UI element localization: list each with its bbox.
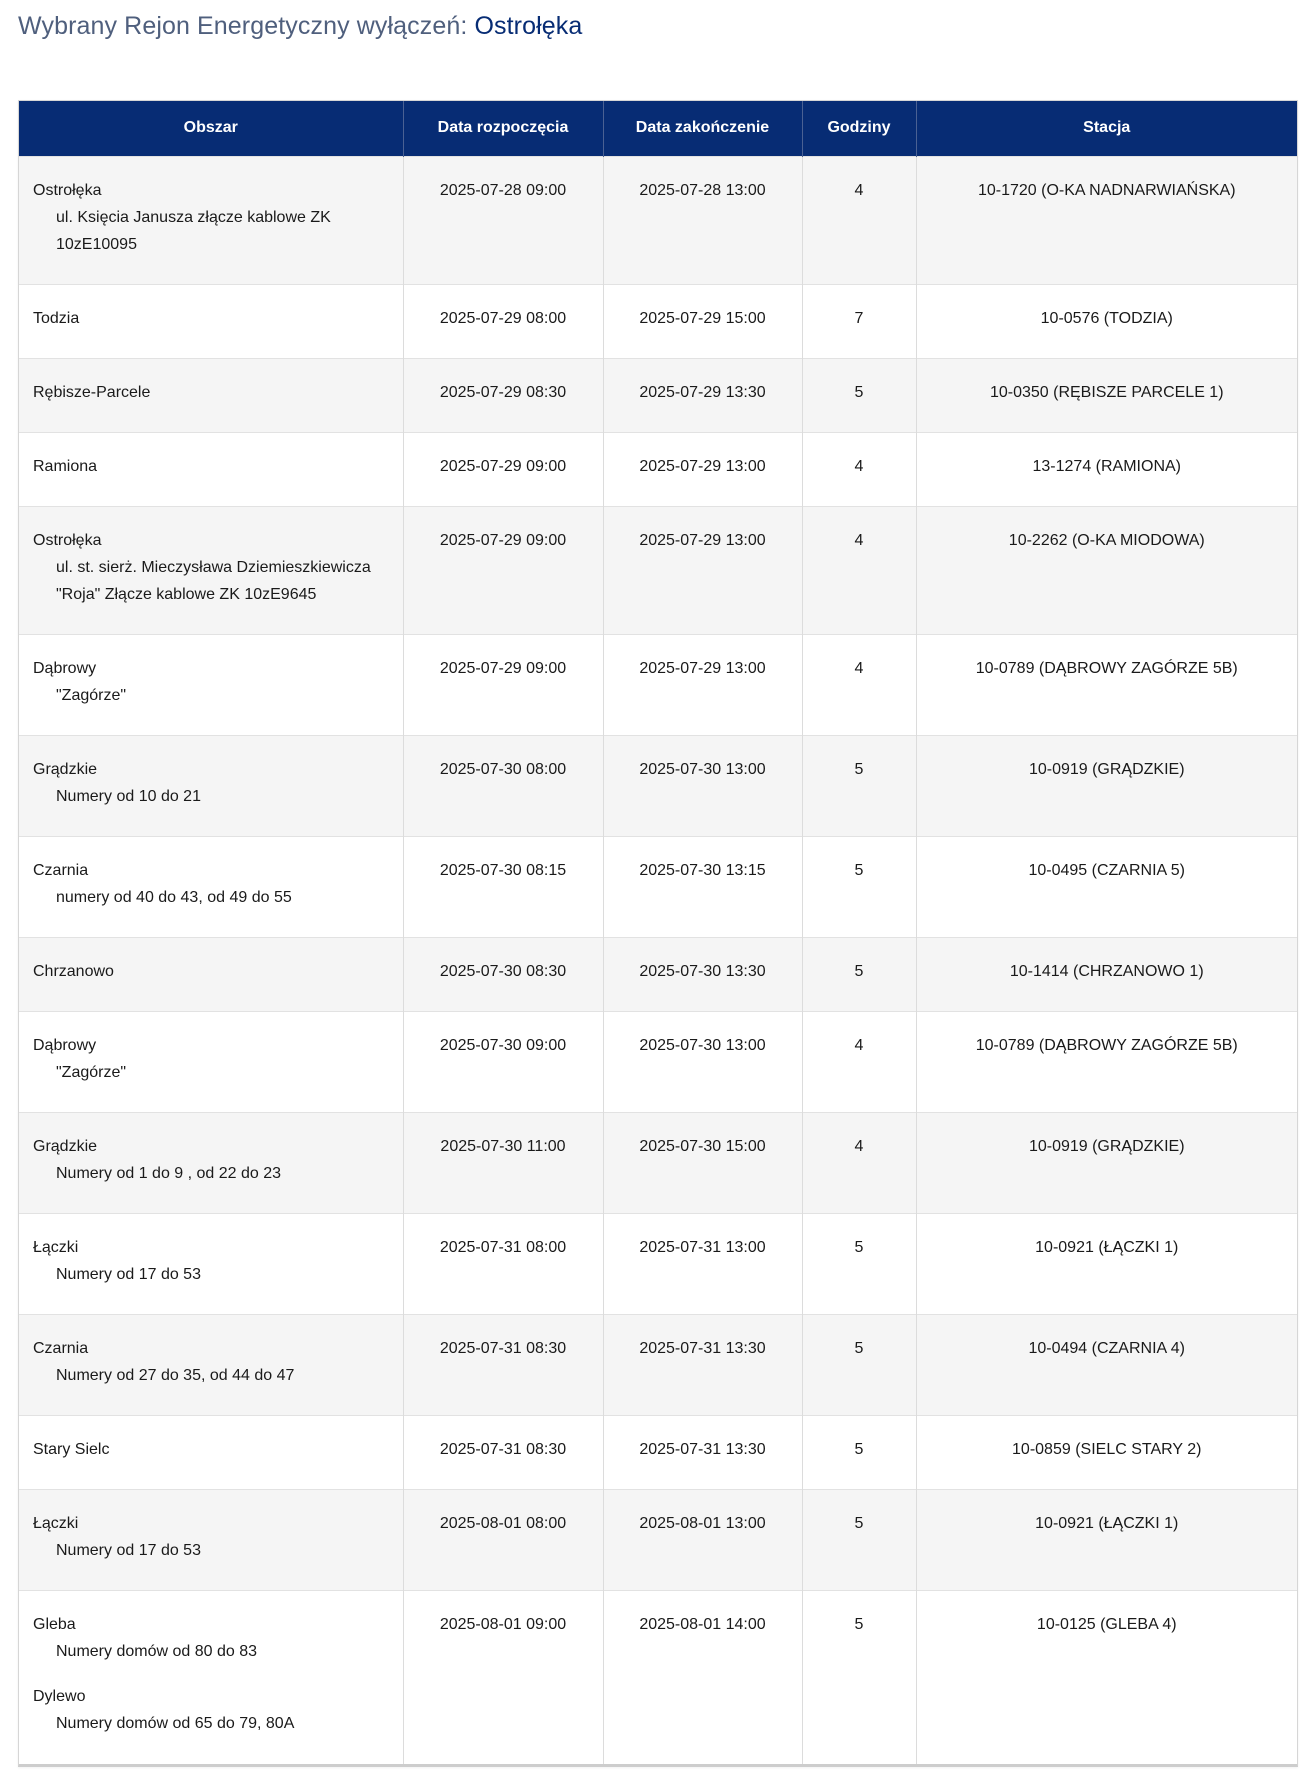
table-row (19, 1489, 1297, 1590)
cell-end-date: 2025-07-30 13:15 (603, 836, 802, 937)
area-entry (33, 1032, 389, 1086)
cell-start-date: 2025-07-31 08:30 (403, 1415, 603, 1489)
area-entry (33, 453, 389, 480)
table-header-row (19, 101, 1297, 156)
selected-region: Ostrołęka (474, 12, 583, 40)
area-detail: Numery od 17 do 53 (56, 1265, 201, 1283)
cell-area (19, 836, 403, 937)
cell-station: 10-0494 (CZARNIA 4) (916, 1314, 1297, 1415)
cell-end-date: 2025-07-29 13:00 (603, 634, 802, 735)
cell-end-date: 2025-07-31 13:00 (603, 1213, 802, 1314)
table-row (19, 156, 1297, 284)
cell-station: 10-0859 (SIELC STARY 2) (916, 1415, 1297, 1489)
area-name: Ramiona (33, 457, 98, 475)
cell-hours: 4 (802, 1112, 916, 1213)
cell-station: 10-0789 (DĄBROWY ZAGÓRZE 5B) (916, 634, 1297, 735)
cell-end-date: 2025-07-30 15:00 (603, 1112, 802, 1213)
cell-end-date: 2025-08-01 13:00 (603, 1489, 802, 1590)
cell-station: 10-0921 (ŁĄCZKI 1) (916, 1489, 1297, 1590)
area-detail: Numery od 17 do 53 (56, 1541, 201, 1559)
cell-start-date: 2025-08-01 09:00 (403, 1590, 603, 1764)
cell-end-date: 2025-07-30 13:30 (603, 937, 802, 1011)
area-detail: ul. st. sierż. Mieczysława Dziemieszkiewicza "Roja" Złącze kablowe ZK 10zE9645 (56, 558, 371, 603)
area-entry (33, 1611, 389, 1665)
area-detail: Numery domów od 65 do 79, 80A (56, 1714, 295, 1732)
cell-end-date: 2025-07-29 15:00 (603, 284, 802, 358)
area-entry (33, 527, 389, 608)
cell-start-date: 2025-07-29 09:00 (403, 506, 603, 634)
area-detail: Numery od 1 do 9 , od 22 do 23 (56, 1164, 282, 1182)
cell-area (19, 156, 403, 284)
table-row (19, 506, 1297, 634)
table-row (19, 1590, 1297, 1764)
cell-station: 10-1414 (CHRZANOWO 1) (916, 937, 1297, 1011)
area-entry (33, 1510, 389, 1564)
area-name: Chrzanowo (33, 962, 114, 980)
area-detail: Numery od 27 do 35, od 44 do 47 (56, 1366, 295, 1384)
area-name: Todzia (33, 309, 80, 327)
cell-station: 10-0919 (GRĄDZKIE) (916, 735, 1297, 836)
cell-end-date: 2025-08-01 14:00 (603, 1590, 802, 1764)
outages-table-container (18, 100, 1298, 1767)
cell-hours: 4 (802, 634, 916, 735)
cell-hours: 5 (802, 1590, 916, 1764)
area-name: Dylewo (33, 1687, 86, 1705)
cell-area (19, 1590, 403, 1764)
area-name: Dąbrowy (33, 1036, 97, 1054)
cell-hours: 4 (802, 506, 916, 634)
table-row (19, 1415, 1297, 1489)
table-row (19, 634, 1297, 735)
area-name: Ostrołęka (33, 531, 102, 549)
cell-station: 10-0350 (RĘBISZE PARCELE 1) (916, 358, 1297, 432)
area-name: Ostrołęka (33, 181, 102, 199)
area-entry (33, 857, 389, 911)
cell-start-date: 2025-07-31 08:30 (403, 1314, 603, 1415)
cell-hours: 5 (802, 1415, 916, 1489)
column-header-start-date: Data rozpoczęcia (403, 101, 603, 156)
cell-start-date: 2025-07-30 09:00 (403, 1011, 603, 1112)
cell-end-date: 2025-07-30 13:00 (603, 735, 802, 836)
cell-area (19, 634, 403, 735)
cell-hours: 5 (802, 1213, 916, 1314)
cell-start-date: 2025-07-30 08:00 (403, 735, 603, 836)
area-entry (33, 756, 389, 810)
table-row (19, 432, 1297, 506)
area-name: Łączki (33, 1514, 79, 1532)
cell-area (19, 1112, 403, 1213)
cell-hours: 5 (802, 937, 916, 1011)
cell-area (19, 1415, 403, 1489)
column-header-station: Stacja (916, 101, 1297, 156)
column-header-area: Obszar (19, 101, 403, 156)
cell-hours: 4 (802, 1011, 916, 1112)
cell-area (19, 358, 403, 432)
table-row (19, 358, 1297, 432)
area-entry (33, 1133, 389, 1187)
cell-hours: 7 (802, 284, 916, 358)
cell-station: 10-1720 (O-KA NADNARWIAŃSKA) (916, 156, 1297, 284)
cell-area (19, 1213, 403, 1314)
cell-area (19, 735, 403, 836)
cell-start-date: 2025-07-29 09:00 (403, 634, 603, 735)
table-body (19, 156, 1297, 1764)
cell-start-date: 2025-07-29 09:00 (403, 432, 603, 506)
column-header-hours: Godziny (802, 101, 916, 156)
cell-station: 13-1274 (RAMIONA) (916, 432, 1297, 506)
area-detail: "Zagórze" (56, 686, 127, 704)
area-entry (33, 655, 389, 709)
cell-start-date: 2025-07-30 11:00 (403, 1112, 603, 1213)
cell-station: 10-0789 (DĄBROWY ZAGÓRZE 5B) (916, 1011, 1297, 1112)
area-detail: Numery od 10 do 21 (56, 787, 201, 805)
cell-station: 10-0576 (TODZIA) (916, 284, 1297, 358)
area-name: Dąbrowy (33, 659, 97, 677)
area-name: Grądzkie (33, 760, 98, 778)
page-title (18, 10, 582, 42)
area-detail: ul. Księcia Janusza złącze kablowe ZK 10zE10095 (56, 208, 331, 253)
page-title-prefix: Wybrany Rejon Energetyczny wyłączeń: (18, 12, 468, 40)
area-detail: numery od 40 do 43, od 49 do 55 (56, 888, 292, 906)
cell-hours: 5 (802, 358, 916, 432)
area-name: Łączki (33, 1238, 79, 1256)
area-name: Rębisze-Parcele (33, 383, 151, 401)
cell-hours: 5 (802, 836, 916, 937)
cell-hours: 5 (802, 1489, 916, 1590)
table-row (19, 1314, 1297, 1415)
cell-hours: 5 (802, 1314, 916, 1415)
cell-area (19, 432, 403, 506)
cell-station: 10-0919 (GRĄDZKIE) (916, 1112, 1297, 1213)
area-name: Gleba (33, 1615, 76, 1633)
area-entry (33, 1436, 389, 1463)
cell-station: 10-0495 (CZARNIA 5) (916, 836, 1297, 937)
table-row (19, 1213, 1297, 1314)
cell-end-date: 2025-07-29 13:00 (603, 506, 802, 634)
cell-end-date: 2025-07-28 13:00 (603, 156, 802, 284)
table-row (19, 1112, 1297, 1213)
cell-area (19, 937, 403, 1011)
cell-area (19, 284, 403, 358)
cell-station: 10-0921 (ŁĄCZKI 1) (916, 1213, 1297, 1314)
cell-hours: 4 (802, 156, 916, 284)
cell-station: 10-2262 (O-KA MIODOWA) (916, 506, 1297, 634)
table-row (19, 937, 1297, 1011)
table-row (19, 1011, 1297, 1112)
area-entry (33, 1335, 389, 1389)
cell-start-date: 2025-07-29 08:00 (403, 284, 603, 358)
area-entry (33, 1683, 389, 1737)
column-header-end-date: Data zakończenie (603, 101, 802, 156)
table-row (19, 836, 1297, 937)
cell-end-date: 2025-07-29 13:30 (603, 358, 802, 432)
table-header (19, 101, 1297, 156)
cell-area (19, 506, 403, 634)
cell-hours: 5 (802, 735, 916, 836)
cell-area (19, 1314, 403, 1415)
cell-start-date: 2025-07-28 09:00 (403, 156, 603, 284)
cell-hours: 4 (802, 432, 916, 506)
cell-area (19, 1489, 403, 1590)
cell-station: 10-0125 (GLEBA 4) (916, 1590, 1297, 1764)
cell-end-date: 2025-07-30 13:00 (603, 1011, 802, 1112)
cell-start-date: 2025-07-29 08:30 (403, 358, 603, 432)
cell-start-date: 2025-08-01 08:00 (403, 1489, 603, 1590)
cell-start-date: 2025-07-30 08:15 (403, 836, 603, 937)
area-entry (33, 958, 389, 985)
area-detail: "Zagórze" (56, 1063, 127, 1081)
area-entry (33, 1234, 389, 1288)
cell-end-date: 2025-07-31 13:30 (603, 1415, 802, 1489)
area-entry (33, 379, 389, 406)
area-name: Stary Sielc (33, 1440, 110, 1458)
table-row (19, 735, 1297, 836)
area-entry (33, 305, 389, 332)
cell-end-date: 2025-07-31 13:30 (603, 1314, 802, 1415)
cell-start-date: 2025-07-30 08:30 (403, 937, 603, 1011)
area-name: Grądzkie (33, 1137, 98, 1155)
area-name: Czarnia (33, 861, 89, 879)
cell-start-date: 2025-07-31 08:00 (403, 1213, 603, 1314)
cell-end-date: 2025-07-29 13:00 (603, 432, 802, 506)
outages-table (19, 101, 1297, 1764)
table-row (19, 284, 1297, 358)
cell-area (19, 1011, 403, 1112)
area-name: Czarnia (33, 1339, 89, 1357)
area-detail: Numery domów od 80 do 83 (56, 1642, 257, 1660)
area-entry (33, 177, 389, 258)
